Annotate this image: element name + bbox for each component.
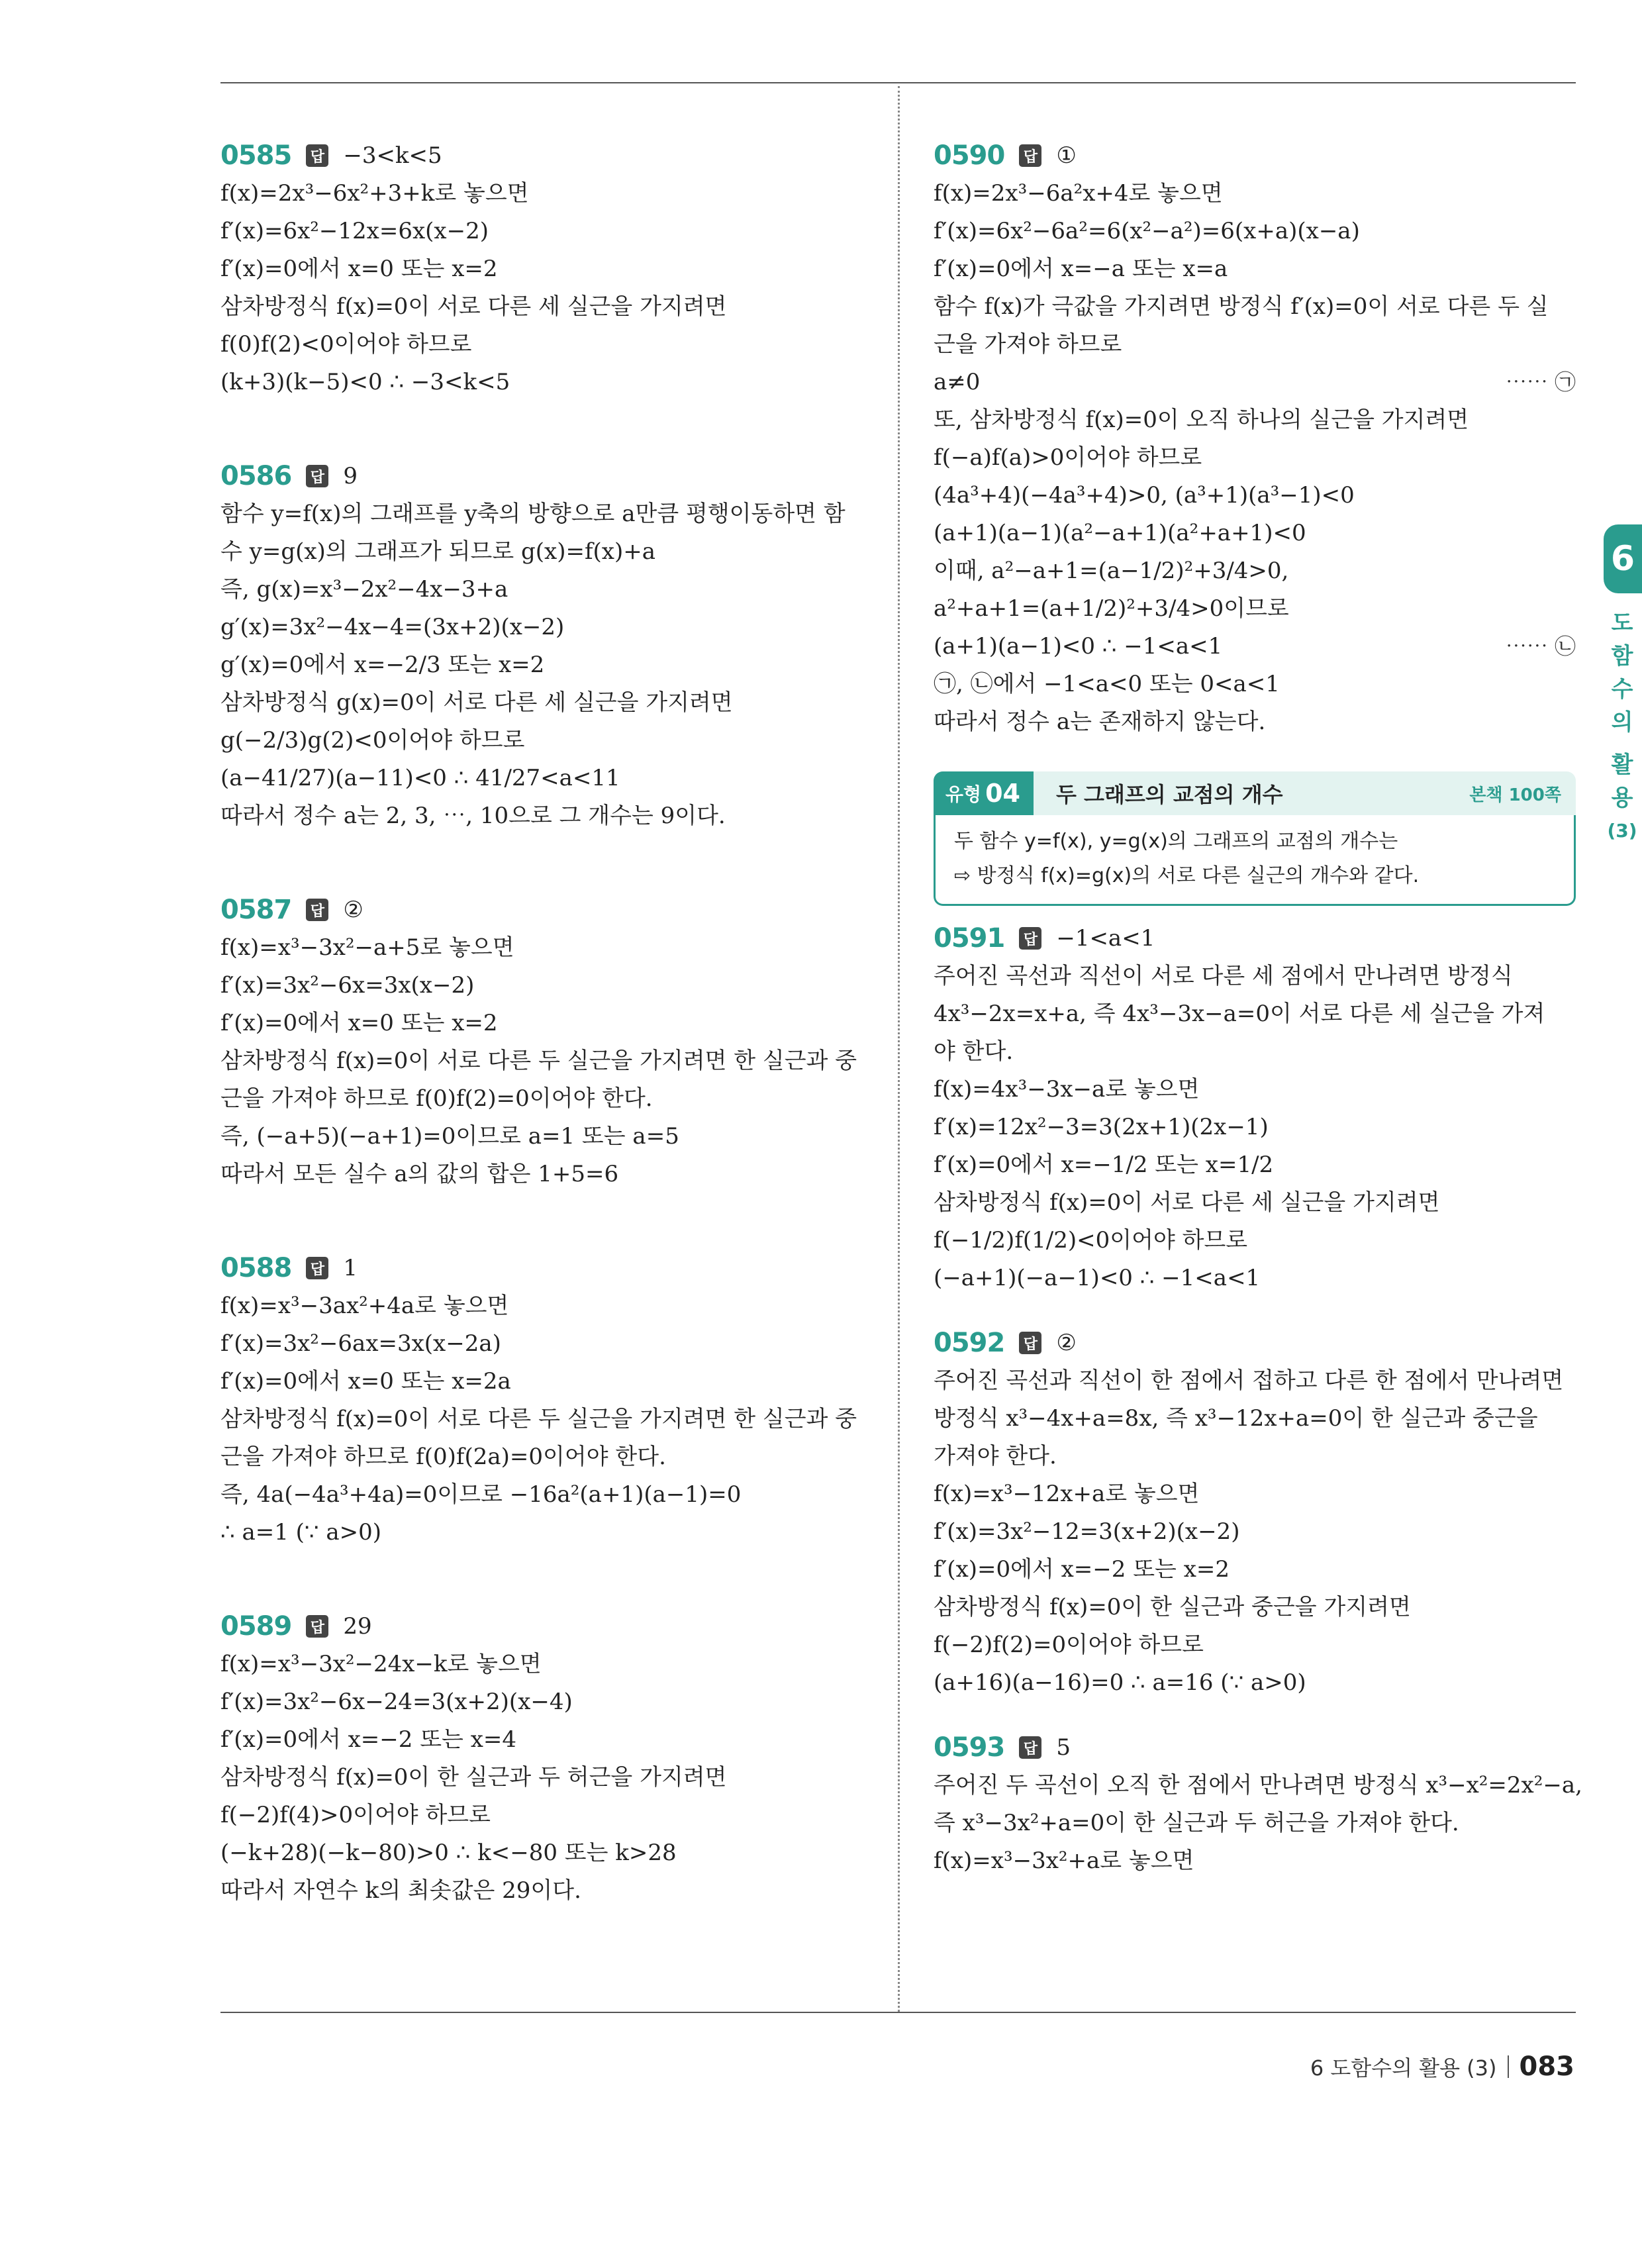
answer-badge: 답 bbox=[1019, 144, 1041, 167]
solution-line bbox=[220, 1759, 869, 1797]
answer-value: −1<a<1 bbox=[1056, 925, 1155, 952]
solution-text: 가져야 한다. bbox=[934, 1443, 1057, 1469]
solution-text: 즉, g(x)=x³−2x²−4x−3+a bbox=[220, 576, 508, 603]
solution-text: f′(x)=0에서 x=0 또는 x=2 bbox=[220, 256, 498, 282]
type-box-line: ⇨ 방정식 f(x)=g(x)의 서로 다른 실근의 개수와 같다. bbox=[954, 864, 1420, 887]
solution-line bbox=[934, 1626, 1576, 1664]
solution-line bbox=[220, 646, 869, 684]
solution-text: (−k+28)(−k−80)>0 ∴ k<−80 또는 k>28 bbox=[220, 1840, 677, 1866]
solution-text: f(x)=x³−3x²−24x−k로 놓으면 bbox=[220, 1651, 542, 1677]
solution-text: 즉 x³−3x²+a=0이 한 실근과 두 허근을 가져야 한다. bbox=[934, 1810, 1459, 1836]
problem-number: 0589 bbox=[220, 1611, 292, 1642]
solution-text: 수 y=g(x)의 그래프가 되므로 g(x)=f(x)+a bbox=[220, 538, 655, 565]
solution-line bbox=[220, 929, 869, 967]
solution-text: 4x³−2x=x+a, 즉 4x³−3x−a=0이 서로 다른 세 실근을 가져 bbox=[934, 1001, 1545, 1027]
solution-text: 따라서 정수 a는 2, 3, ⋯, 10으로 그 개수는 9이다. bbox=[220, 803, 726, 829]
problem-header bbox=[220, 140, 869, 171]
solution-line bbox=[934, 995, 1576, 1033]
solution-line bbox=[220, 1042, 869, 1080]
answer-badge: 답 bbox=[306, 1615, 328, 1638]
solution-line bbox=[934, 666, 1576, 703]
solution-line bbox=[934, 1804, 1576, 1842]
solution-line bbox=[934, 1146, 1576, 1184]
solution-text: 함수 f(x)가 극값을 가지려면 방정식 f′(x)=0이 서로 다른 두 실 bbox=[934, 293, 1549, 320]
type-header bbox=[934, 771, 1576, 815]
type-title: 두 그래프의 교점의 개수 bbox=[1056, 782, 1283, 807]
solution-text: ㉠, ㉡에서 −1<a<0 또는 0<a<1 bbox=[934, 671, 1280, 697]
problem-number: 0587 bbox=[220, 895, 292, 925]
solution-line bbox=[934, 628, 1576, 666]
type-tag bbox=[934, 771, 1034, 815]
solution-line bbox=[934, 1664, 1576, 1702]
solution-text: 주어진 곡선과 직선이 한 점에서 접하고 다른 한 점에서 만나려면 bbox=[934, 1367, 1564, 1394]
solution-line bbox=[934, 1589, 1576, 1626]
equation-marker: ⋯⋯ ㉠ bbox=[1505, 370, 1576, 395]
chapter-title-char: 함 bbox=[1611, 643, 1633, 669]
solution-line bbox=[220, 1872, 869, 1910]
solution-text: f′(x)=0에서 x=0 또는 x=2 bbox=[220, 1010, 498, 1036]
right-column bbox=[934, 140, 1582, 1910]
solution-line bbox=[220, 1476, 869, 1514]
problem-header bbox=[934, 140, 1576, 171]
solution-text: f(−2)f(4)>0이어야 하므로 bbox=[220, 1802, 491, 1828]
solution-line bbox=[934, 1767, 1582, 1804]
solution-text: (a+1)(a−1)(a²−a+1)(a²+a+1)<0 bbox=[934, 520, 1306, 546]
solution-line bbox=[934, 1438, 1576, 1475]
chapter-title-char: 활 bbox=[1611, 752, 1633, 778]
solution-line bbox=[934, 1475, 1576, 1513]
problem-header bbox=[934, 1328, 1576, 1358]
solution-text: g′(x)=3x²−4x−4=(3x+2)(x−2) bbox=[220, 614, 565, 640]
solution-text: 삼차방정식 f(x)=0이 서로 다른 세 실근을 가지려면 bbox=[934, 1189, 1440, 1216]
footer-separator bbox=[1508, 2055, 1509, 2078]
problem-number: 0591 bbox=[934, 923, 1005, 954]
page-number: 083 bbox=[1519, 2051, 1574, 2082]
solution-line bbox=[220, 175, 869, 213]
problem-header bbox=[220, 461, 869, 491]
chapter-title-char: 의 bbox=[1611, 709, 1633, 736]
solution-text: 야 한다. bbox=[934, 1038, 1014, 1065]
solution-line bbox=[220, 684, 869, 722]
solution-text: f(x)=2x³−6a²x+4로 놓으면 bbox=[934, 180, 1223, 207]
answer-badge: 답 bbox=[1019, 927, 1041, 950]
solution-line bbox=[934, 552, 1576, 590]
solution-line bbox=[934, 250, 1576, 288]
solution-line bbox=[220, 1156, 869, 1193]
solution-line bbox=[220, 967, 869, 1005]
solution-line bbox=[220, 1005, 869, 1042]
solution-line bbox=[934, 1400, 1576, 1438]
problem-0592 bbox=[934, 1328, 1576, 1702]
solution-line bbox=[220, 1401, 869, 1438]
solution-text: f(x)=4x³−3x−a로 놓으면 bbox=[934, 1076, 1200, 1103]
solution-line bbox=[934, 1033, 1576, 1071]
solution-text: a²+a+1=(a+1/2)²+3/4>0이므로 bbox=[934, 595, 1289, 622]
left-column bbox=[220, 140, 869, 1969]
problem-0591 bbox=[934, 923, 1576, 1297]
solution-text: f′(x)=0에서 x=−2 또는 x=4 bbox=[220, 1726, 517, 1753]
solution-line bbox=[934, 288, 1576, 326]
solution-text: 따라서 정수 a는 존재하지 않는다. bbox=[934, 709, 1266, 735]
type-tag-label: 유형 bbox=[945, 783, 982, 805]
solution-text: 삼차방정식 f(x)=0이 한 실근과 두 허근을 가지려면 bbox=[220, 1764, 727, 1791]
solution-text: 즉, 4a(−4a³+4a)=0이므로 −16a²(a+1)(a−1)=0 bbox=[220, 1481, 742, 1508]
problem-header bbox=[220, 895, 869, 925]
solution-text: (4a³+4)(−4a³+4)>0, (a³+1)(a³−1)<0 bbox=[934, 482, 1355, 509]
type-reference: 본책 100쪽 bbox=[1469, 785, 1561, 805]
chapter-tab bbox=[1604, 524, 1642, 593]
solution-line bbox=[220, 760, 869, 797]
solution-text: f′(x)=0에서 x=−a 또는 x=a bbox=[934, 256, 1228, 282]
solution-text: 즉, (−a+5)(−a+1)=0이므로 a=1 또는 a=5 bbox=[220, 1123, 679, 1150]
solution-text: f′(x)=0에서 x=−1/2 또는 x=1/2 bbox=[934, 1152, 1274, 1178]
solution-text: (a+16)(a−16)=0 ∴ a=16 (∵ a>0) bbox=[934, 1669, 1306, 1696]
solution-text: (−a+1)(−a−1)<0 ∴ −1<a<1 bbox=[934, 1265, 1261, 1291]
problem-0588 bbox=[220, 1253, 869, 1552]
solution-line bbox=[220, 495, 869, 533]
answer-badge: 답 bbox=[306, 899, 328, 921]
answer-value: ② bbox=[1056, 1330, 1077, 1356]
solution-line bbox=[220, 288, 869, 326]
solution-text: 함수 y=f(x)의 그래프를 y축의 방향으로 a만큼 평행이동하면 함 bbox=[220, 501, 845, 527]
problem-header bbox=[934, 1732, 1576, 1763]
page-footer bbox=[1310, 2051, 1574, 2082]
type-box-line: 두 함수 y=f(x), y=g(x)의 그래프의 교점의 개수는 bbox=[954, 830, 1398, 853]
solution-line bbox=[934, 1222, 1576, 1259]
chapter-title-char: 수 bbox=[1611, 676, 1633, 703]
solution-line bbox=[934, 1259, 1576, 1297]
solution-line bbox=[220, 1834, 869, 1872]
solution-text: f′(x)=12x²−3=3(2x+1)(2x−1) bbox=[934, 1114, 1269, 1140]
answer-value: 9 bbox=[343, 463, 358, 489]
solution-line bbox=[934, 1071, 1576, 1109]
solution-text: 삼차방정식 f(x)=0이 서로 다른 두 실근을 가지려면 한 실근과 중 bbox=[220, 1406, 857, 1432]
problem-number: 0585 bbox=[220, 140, 292, 171]
solution-line bbox=[220, 364, 869, 401]
problem-0587 bbox=[220, 895, 869, 1193]
solution-text: 삼차방정식 f(x)=0이 서로 다른 세 실근을 가지려면 bbox=[220, 293, 727, 320]
solution-text: 근을 가져야 하므로 bbox=[934, 331, 1122, 358]
solution-text: a≠0 bbox=[934, 369, 981, 395]
solution-text: 따라서 모든 실수 a의 값의 합은 1+5=6 bbox=[220, 1161, 619, 1187]
solution-text: 근을 가져야 하므로 f(0)f(2a)=0이어야 한다. bbox=[220, 1444, 666, 1470]
solution-text: f(−1/2)f(1/2)<0이어야 하므로 bbox=[934, 1227, 1248, 1254]
answer-badge: 답 bbox=[306, 1257, 328, 1279]
solution-line bbox=[220, 1683, 869, 1721]
problem-0589 bbox=[220, 1611, 869, 1910]
solution-line bbox=[220, 722, 869, 760]
answer-value: 5 bbox=[1056, 1734, 1071, 1761]
solution-line bbox=[220, 571, 869, 609]
problem-header bbox=[220, 1611, 869, 1642]
chapter-number: 6 bbox=[1610, 539, 1635, 579]
problem-number: 0593 bbox=[934, 1732, 1005, 1763]
solution-text: g′(x)=0에서 x=−2/3 또는 x=2 bbox=[220, 652, 545, 678]
solution-line bbox=[220, 326, 869, 364]
solution-text: 삼차방정식 g(x)=0이 서로 다른 세 실근을 가지려면 bbox=[220, 689, 733, 716]
solution-line bbox=[220, 1287, 869, 1325]
solution-line bbox=[934, 958, 1576, 995]
chapter-title-vertical bbox=[1604, 607, 1641, 848]
solution-text: f(x)=x³−3ax²+4a로 놓으면 bbox=[220, 1293, 509, 1319]
solution-line bbox=[934, 1109, 1576, 1146]
answer-badge: 답 bbox=[1019, 1736, 1041, 1759]
solution-line bbox=[220, 533, 869, 571]
solution-text: (k+3)(k−5)<0 ∴ −3<k<5 bbox=[220, 369, 510, 395]
solution-text: f′(x)=6x²−12x=6x(x−2) bbox=[220, 218, 489, 244]
solution-line bbox=[934, 1551, 1576, 1589]
right-problems bbox=[934, 923, 1582, 1880]
chapter-title-char: 도 bbox=[1611, 610, 1633, 636]
solution-line bbox=[220, 1797, 869, 1834]
top-rule bbox=[220, 82, 1576, 83]
solution-text: 방정식 x³−4x+a=8x, 즉 x³−12x+a=0이 한 실근과 중근을 bbox=[934, 1405, 1538, 1432]
solution-text: g(−2/3)g(2)<0이어야 하므로 bbox=[220, 727, 525, 754]
solution-text: f(x)=x³−12x+a로 놓으면 bbox=[934, 1481, 1200, 1507]
solution-text: 이때, a²−a+1=(a−1/2)²+3/4>0, bbox=[934, 558, 1289, 584]
equation-marker: ⋯⋯ ㉡ bbox=[1505, 634, 1576, 659]
solution-text: f′(x)=6x²−6a²=6(x²−a²)=6(x+a)(x−a) bbox=[934, 218, 1360, 244]
solution-line bbox=[220, 1646, 869, 1683]
solution-line bbox=[220, 1438, 869, 1476]
solution-line bbox=[934, 590, 1576, 628]
solution-line bbox=[934, 1513, 1576, 1551]
solution-text: 삼차방정식 f(x)=0이 서로 다른 두 실근을 가지려면 한 실근과 중 bbox=[220, 1048, 857, 1074]
problem-header bbox=[934, 923, 1576, 954]
chapter-title-sub: (3) bbox=[1607, 820, 1637, 842]
solution-line bbox=[934, 364, 1576, 401]
solution-text: f(x)=2x³−6x²+3+k로 놓으면 bbox=[220, 180, 529, 207]
problem-number: 0590 bbox=[934, 140, 1005, 171]
type-box bbox=[934, 815, 1576, 906]
solution-line bbox=[220, 1721, 869, 1759]
problem-number: 0592 bbox=[934, 1328, 1005, 1358]
answer-value: ① bbox=[1056, 142, 1077, 169]
solution-line bbox=[220, 1514, 869, 1552]
solution-line bbox=[220, 1363, 869, 1401]
solution-line bbox=[220, 797, 869, 835]
solution-text: f(−2)f(2)=0이어야 하므로 bbox=[934, 1632, 1204, 1658]
solution-line bbox=[934, 213, 1576, 250]
solution-line bbox=[220, 1118, 869, 1156]
answer-badge: 답 bbox=[306, 465, 328, 487]
solution-line bbox=[934, 703, 1576, 741]
solution-line bbox=[220, 609, 869, 646]
solution-line bbox=[934, 439, 1576, 477]
solution-text: 따라서 자연수 k의 최솟값은 29이다. bbox=[220, 1877, 581, 1904]
problem-0585 bbox=[220, 140, 869, 401]
solution-text: f′(x)=3x²−6x=3x(x−2) bbox=[220, 972, 475, 999]
solution-line bbox=[220, 213, 869, 250]
chapter-title-char: 용 bbox=[1611, 785, 1633, 811]
problem-header bbox=[220, 1253, 869, 1283]
solution-line bbox=[934, 401, 1576, 439]
solution-line bbox=[934, 1842, 1576, 1880]
solution-text: 또, 삼차방정식 f(x)=0이 오직 하나의 실근을 가지려면 bbox=[934, 407, 1469, 433]
answer-value: ② bbox=[343, 897, 363, 923]
solution-text: f(0)f(2)<0이어야 하므로 bbox=[220, 331, 472, 358]
solution-text: 근을 가져야 하므로 f(0)f(2)=0이어야 한다. bbox=[220, 1085, 653, 1112]
solution-text: 주어진 곡선과 직선이 서로 다른 세 점에서 만나려면 방정식 bbox=[934, 963, 1513, 989]
solution-text: (a+1)(a−1)<0 ∴ −1<a<1 bbox=[934, 633, 1223, 660]
solution-text: f′(x)=0에서 x=−2 또는 x=2 bbox=[934, 1556, 1230, 1583]
solution-line bbox=[934, 326, 1576, 364]
solution-text: 삼차방정식 f(x)=0이 한 실근과 중근을 가지려면 bbox=[934, 1594, 1411, 1620]
answer-badge: 답 bbox=[306, 144, 328, 167]
solution-text: f(x)=x³−3x²−a+5로 놓으면 bbox=[220, 934, 514, 961]
solution-text: f′(x)=3x²−12=3(x+2)(x−2) bbox=[934, 1518, 1240, 1545]
solution-text: f′(x)=3x²−6ax=3x(x−2a) bbox=[220, 1330, 501, 1357]
bottom-rule bbox=[220, 2012, 1576, 2013]
solution-text: f′(x)=3x²−6x−24=3(x+2)(x−4) bbox=[220, 1689, 573, 1715]
footer-chapter: 6 도함수의 활용 (3) bbox=[1310, 2055, 1497, 2081]
problem-number: 0588 bbox=[220, 1253, 292, 1283]
problem-number: 0586 bbox=[220, 461, 292, 491]
solution-text: f(−a)f(a)>0이어야 하므로 bbox=[934, 444, 1202, 471]
solution-line bbox=[220, 1325, 869, 1363]
answer-value: −3<k<5 bbox=[343, 142, 442, 169]
answer-badge: 답 bbox=[1019, 1332, 1041, 1354]
answer-value: 29 bbox=[343, 1613, 372, 1640]
solution-line bbox=[934, 515, 1576, 552]
solution-text: 주어진 두 곡선이 오직 한 점에서 만나려면 방정식 x³−x²=2x²−a, bbox=[934, 1772, 1582, 1799]
solution-text: f′(x)=0에서 x=0 또는 x=2a bbox=[220, 1368, 511, 1395]
solution-line bbox=[220, 250, 869, 288]
solution-line bbox=[934, 477, 1576, 515]
solution-line bbox=[934, 175, 1576, 213]
problem-0590 bbox=[934, 140, 1576, 741]
solution-text: ∴ a=1 (∵ a>0) bbox=[220, 1519, 381, 1546]
solution-line bbox=[934, 1362, 1576, 1400]
solution-line bbox=[220, 1080, 869, 1118]
solution-line bbox=[934, 1184, 1576, 1222]
type-tag-number: 04 bbox=[985, 779, 1020, 808]
problem-0586 bbox=[220, 461, 869, 835]
problem-0593 bbox=[934, 1732, 1582, 1880]
solution-text: f(x)=x³−3x²+a로 놓으면 bbox=[934, 1848, 1194, 1874]
solution-text: (a−41/27)(a−11)<0 ∴ 41/27<a<11 bbox=[220, 765, 620, 791]
column-separator bbox=[898, 86, 900, 2012]
answer-value: 1 bbox=[343, 1255, 358, 1281]
